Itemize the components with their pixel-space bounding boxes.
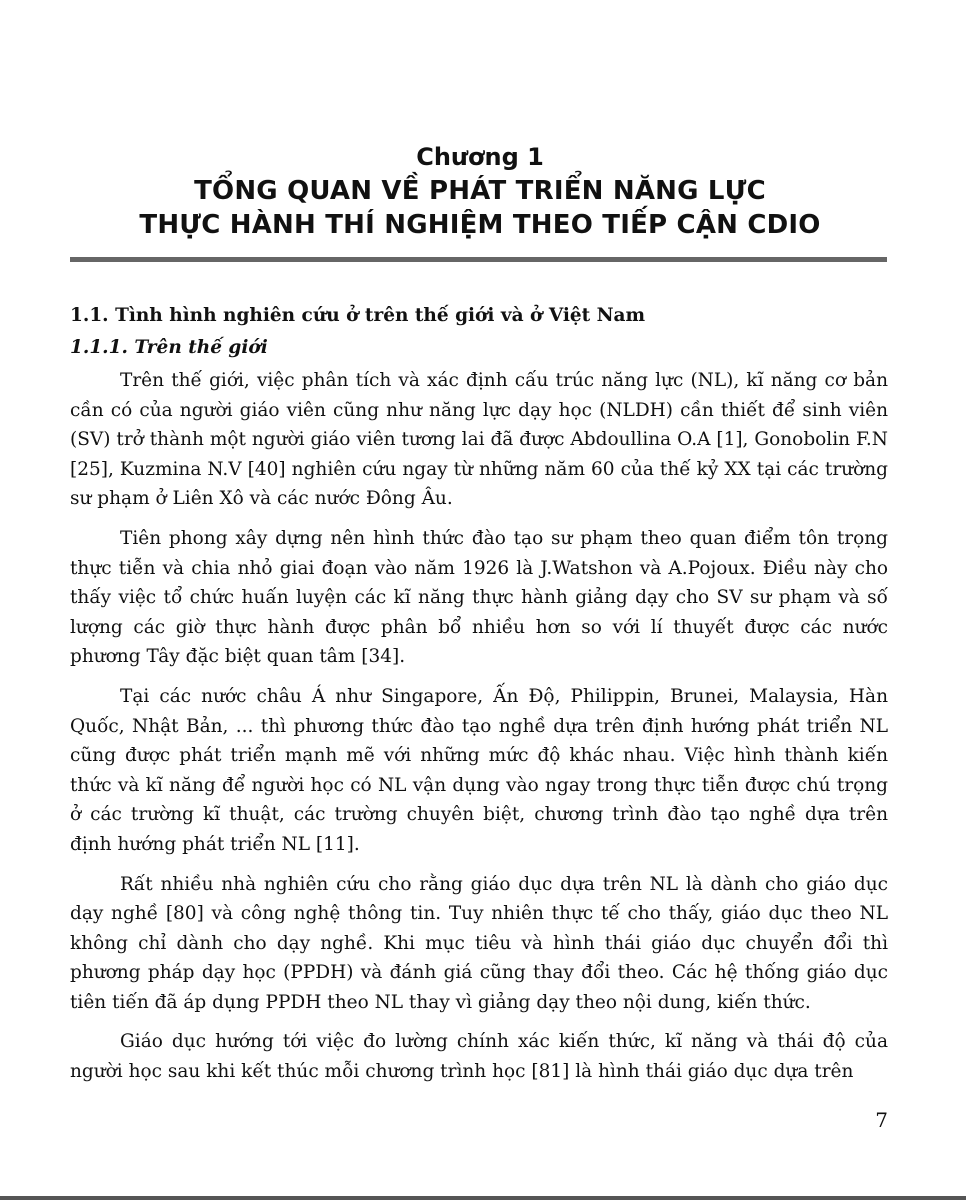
paragraph: Trên thế giới, việc phân tích và xác định cấu trúc năng lực (NL), kĩ năng cơ bản cần có của người giáo viên cũng như năng lực dạy học (NLDH) cần thiết để sinh viên (SV) trở thành một người giáo viên tương lai đã được Abdoullina O.A [1], Gonobolin F.N [25], Kuzmina N.V [40] nghiên cứu ngay từ những năm 60 của thế kỷ XX tại các trường sư phạm ở Liên Xô và các nước Đông Âu. <box>70 370 888 510</box>
body-text <box>70 300 888 1097</box>
chapter-divider <box>70 257 887 262</box>
page-bottom-border <box>0 1196 966 1200</box>
chapter-header <box>70 140 890 242</box>
subsection-heading: 1.1.1. Trên thế giới <box>70 337 268 358</box>
section-heading: 1.1. Tình hình nghiên cứu ở trên thế giới và ở Việt Nam <box>70 305 646 326</box>
paragraph: Giáo dục hướng tới việc đo lường chính xác kiến thức, kĩ năng và thái độ của người học sau khi kết thúc mỗi chương trình học [81] là hình thái giáo dục dựa trên <box>70 1031 888 1083</box>
paragraph: Tiên phong xây dựng nên hình thức đào tạo sư phạm theo quan điểm tôn trọng thực tiễn và chia nhỏ giai đoạn vào năm 1926 là J.Watshon và A.Pojoux. Điều này cho thấy việc tổ chức huấn luyện các kĩ năng thực hành giảng dạy cho SV sư phạm và số lượng các giờ thực hành được phân bổ nhiều hơn so với lí thuyết được các nước phương Tây đặc biệt quan tâm [34]. <box>70 527 888 668</box>
page-number: 7 <box>875 1108 888 1132</box>
chapter-number: Chương 1 <box>416 143 544 171</box>
paragraph: Rất nhiều nhà nghiên cứu cho rằng giáo dục dựa trên NL là dành cho giáo dục dạy nghề [80] và công nghệ thông tin. Tuy nhiên thực tế cho thấy, giáo dục theo NL không chỉ dành cho dạy nghề. Khi mục tiêu và hình thái giáo dục chuyển đổi thì phương pháp dạy học (PPDH) và đánh giá cũng thay đổi theo. Các hệ thống giáo dục tiên tiến đã áp dụng PPDH theo NL thay vì giảng dạy theo nội dung, kiến thức. <box>70 873 888 1013</box>
chapter-title-line-1: TỔNG QUAN VỀ PHÁT TRIỂN NĂNG LỰC <box>194 176 766 206</box>
paragraph: Tại các nước châu Á như Singapore, Ấn Độ, Philippin, Brunei, Malaysia, Hàn Quốc, Nhật Bản, ... thì phương thức đào tạo nghề dựa trên định hướng phát triển NL cũng được phát triển mạnh mẽ với những mức độ khác nhau. Việc hình thành kiến thức và kĩ năng để người học có NL vận dụng vào ngay trong thực tiễn được chú trọng ở các trường kĩ thuật, các trường chuyên biệt, chương trình đào tạo nghề dựa trên định hướng phát triển NL [11]. <box>70 685 888 855</box>
chapter-title-line-2: THỰC HÀNH THÍ NGHIỆM THEO TIẾP CẬN CDIO <box>139 210 821 240</box>
